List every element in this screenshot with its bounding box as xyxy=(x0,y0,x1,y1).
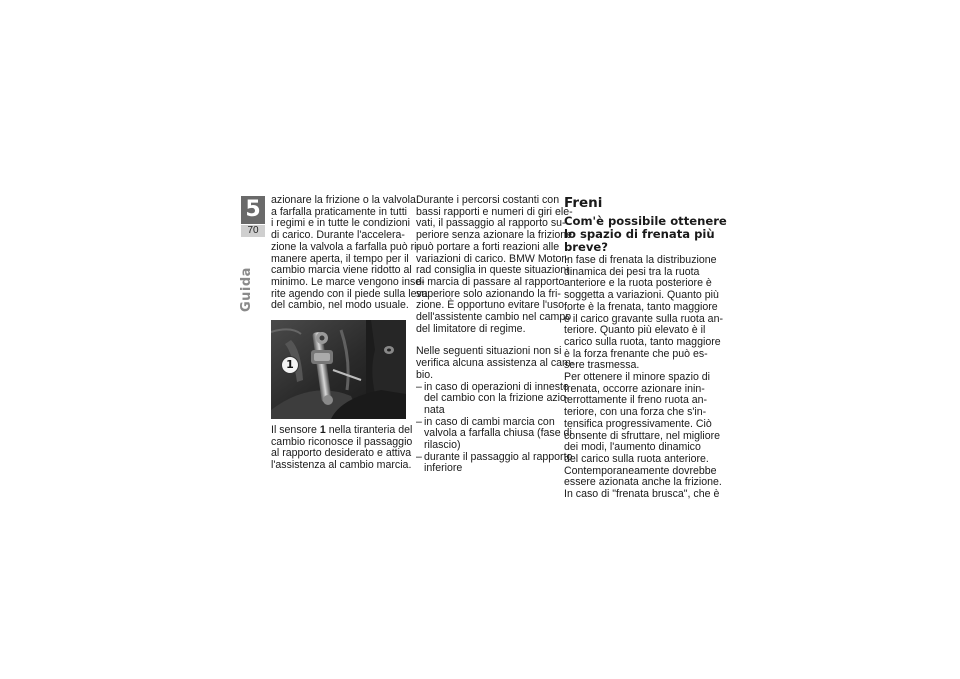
text-line: di marcia di passare al rapporto xyxy=(416,275,565,288)
text-line: Contemporaneamente dovrebbe xyxy=(564,464,717,477)
callout-reference: 1 xyxy=(319,424,326,437)
subsection-title-line: breve? xyxy=(564,240,609,254)
list-item-line: in caso di cambi marcia con xyxy=(424,415,555,428)
text-line: Durante i percorsi costanti con xyxy=(416,194,560,206)
list-dash: – xyxy=(416,415,422,428)
text-line: terrottamente il freno ruota an- xyxy=(564,394,708,407)
text-line: rite agendo con il piede sulla leva xyxy=(271,287,428,300)
text-line: manere aperta, il tempo per il xyxy=(271,252,409,265)
text-line: i regimi e in tutte le condizioni xyxy=(271,217,410,230)
text-line: dei modi, l'aumento dinamico xyxy=(564,441,701,454)
list-item xyxy=(416,415,572,452)
text-line: rad consiglia in queste situazioni xyxy=(416,264,569,277)
text-line: variazioni di carico. BMW Motor- xyxy=(416,252,569,265)
caption-line: l'assistenza al cambio marcia. xyxy=(271,459,412,472)
text-line: verifica alcuna assistenza al cam- xyxy=(416,357,575,370)
list-item-line: nata xyxy=(424,403,445,416)
list-item xyxy=(416,450,573,475)
list-dash: – xyxy=(416,450,422,463)
text-line: del carico sulla ruota anteriore. xyxy=(564,452,709,465)
text-line: Nelle seguenti situazioni non si xyxy=(416,345,562,358)
text-line: In caso di "frenata brusca", che è xyxy=(564,488,720,501)
text-line: può portare a forti reazioni alle xyxy=(416,240,560,253)
text-line: di carico. Durante l'accelera- xyxy=(271,229,405,242)
text-line: zione. È opportuno evitare l'uso xyxy=(416,299,565,312)
text-line: periore senza azionare la frizione xyxy=(416,229,573,242)
column-1 xyxy=(271,194,428,472)
text-line: tensifica progressivamente. Ciò xyxy=(564,417,712,430)
text-line: dell'assistente cambio nel campo xyxy=(416,311,572,324)
text-line: soggetta a variazioni. Quanto più xyxy=(564,289,719,302)
subsection-title xyxy=(564,214,727,254)
caption-line xyxy=(271,424,413,437)
caption-line: cambio riconosce il passaggio xyxy=(271,435,413,448)
text-line: consente di sfruttare, nel migliore xyxy=(564,429,721,442)
text-line: vati, il passaggio al rapporto su- xyxy=(416,217,566,230)
text-line: In fase di frenata la distribuzione xyxy=(564,254,717,266)
caption-line: al rapporto desiderato e attiva xyxy=(271,447,412,460)
list-item xyxy=(416,380,570,417)
list-item-line: valvola a farfalla chiusa (fase di xyxy=(424,427,572,440)
list-item-line: in caso di operazioni di innesto xyxy=(424,380,569,393)
text-line: forte è la frenata, tanto maggiore xyxy=(564,300,718,313)
chapter-name: Guida xyxy=(239,267,254,312)
text-line: bio. xyxy=(416,368,434,381)
chapter-number: 5 xyxy=(241,196,265,224)
section-title: Freni xyxy=(564,195,603,211)
text-line: del limitatore di regime. xyxy=(416,322,526,335)
text-line: anteriore e la ruota posteriore è xyxy=(564,277,712,290)
text-line: teriore, con una forza che s'in- xyxy=(564,406,707,419)
text-line: sere trasmessa. xyxy=(564,359,640,372)
list-dash: – xyxy=(416,380,422,393)
list-item-line: del cambio con la frizione azio- xyxy=(424,392,570,405)
text-line: bassi rapporti e numeri di giri ele- xyxy=(416,205,573,218)
text-line: è la forza frenante che può es- xyxy=(564,347,708,360)
text-line: a farfalla praticamente in tutti xyxy=(271,205,408,218)
list-item-line: rilascio) xyxy=(424,439,461,452)
text-line: carico sulla ruota, tanto maggiore xyxy=(564,335,721,348)
text-line: azionare la frizione o la valvola xyxy=(271,194,416,206)
caption-text: Il sensore xyxy=(271,424,320,437)
text-line: è il carico gravante sulla ruota an- xyxy=(564,312,723,325)
callout-marker: 1 xyxy=(281,356,299,374)
text-line: cambio marcia viene ridotto al xyxy=(271,264,412,277)
text-line: dinamica dei pesi tra la ruota xyxy=(564,265,700,278)
gearshift-sensor-photo xyxy=(271,320,406,419)
text-line: zione la valvola a farfalla può ri- xyxy=(271,240,420,253)
text-line: superiore solo azionando la fri- xyxy=(416,287,561,300)
page-number: 70 xyxy=(241,225,265,237)
text-line: essere azionata anche la frizione. xyxy=(564,476,722,489)
text-line: del cambio, nel modo usuale. xyxy=(271,299,409,312)
text-line: frenata, occorre azionare inin- xyxy=(564,382,705,395)
subsection-title-line: lo spazio di frenata più xyxy=(564,227,715,241)
text-line: minimo. Le marce vengono inse- xyxy=(271,275,425,288)
list-item-line: inferiore xyxy=(424,462,463,475)
caption-text: nella tiranteria del xyxy=(325,424,413,437)
text-line: teriore. Quanto più elevato è il xyxy=(564,324,706,337)
text-line: Per ottenere il minore spazio di xyxy=(564,371,711,384)
column-2 xyxy=(416,194,575,475)
subsection-title-line: Com'è possibile ottenere xyxy=(564,214,727,228)
list-item-line: durante il passaggio al rapporto xyxy=(424,450,573,463)
column-3 xyxy=(564,195,727,501)
